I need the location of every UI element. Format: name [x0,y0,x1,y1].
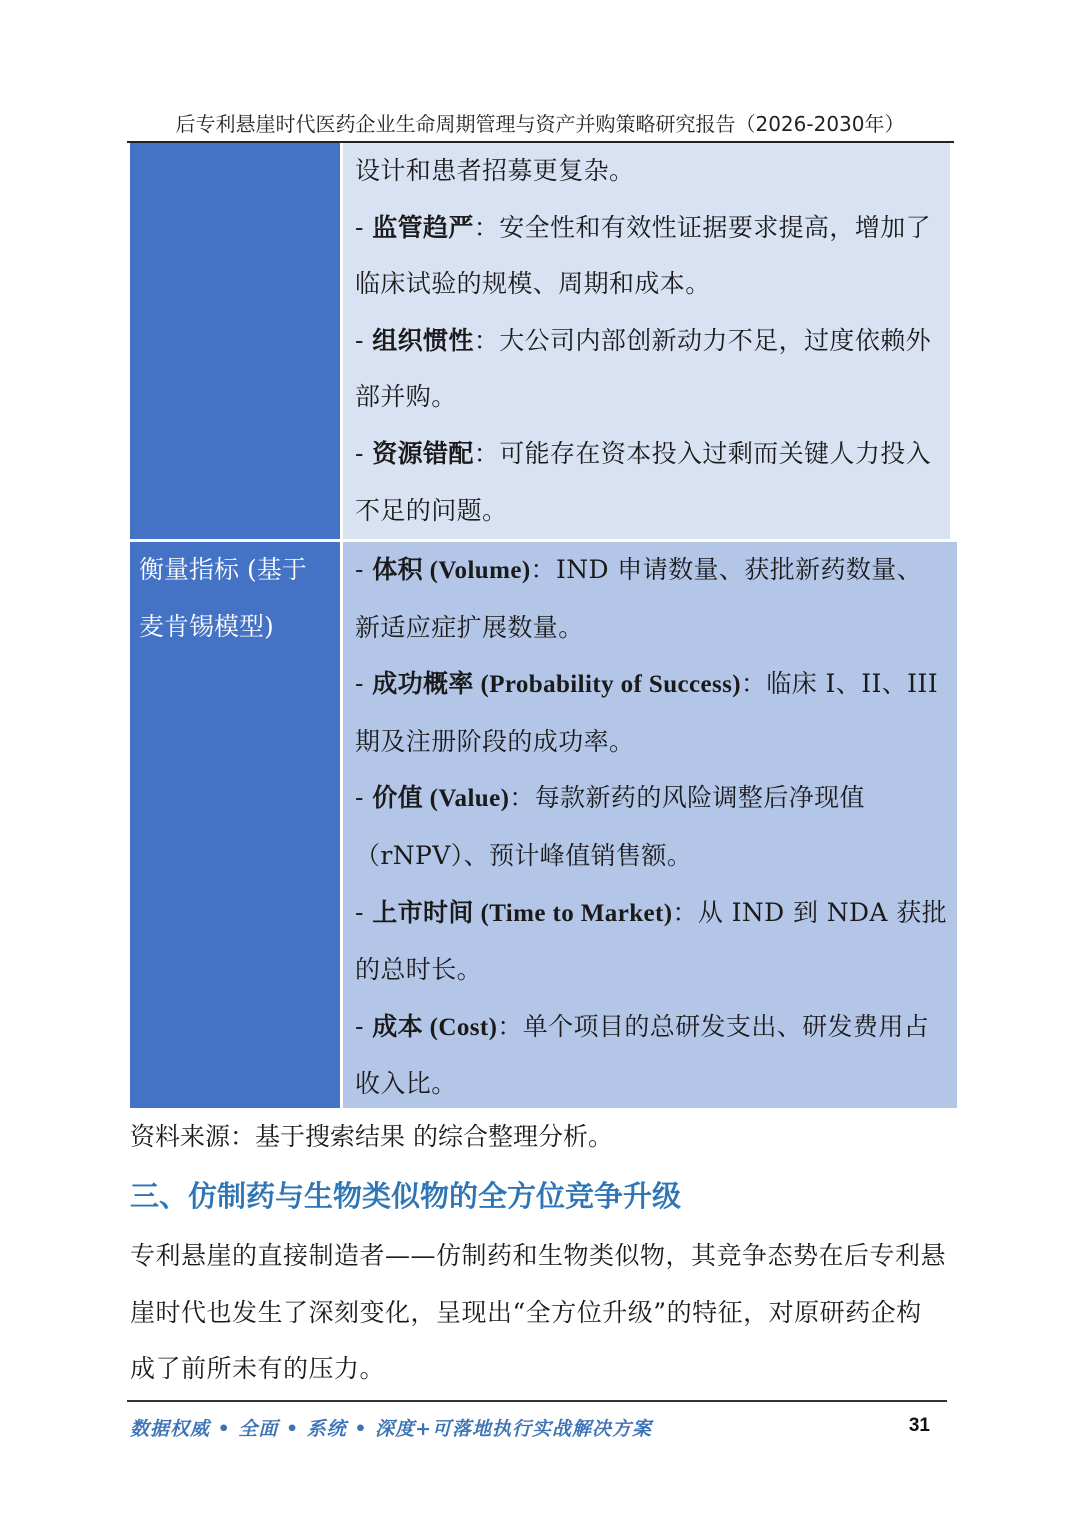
bold-term: (Volume) [423,557,531,584]
cell-text-line [355,600,947,657]
cell-text-line [355,656,947,714]
bold-term: (Time to Market) [473,899,673,927]
bold-term: 组织惯性 [372,325,474,355]
text-span: - [355,783,373,813]
paragraph-line: 成了前所未有的压力。 [130,1354,386,1384]
cell-text-line [355,942,947,999]
bold-term: (Probability of Success) [473,671,741,699]
text-span: - [355,438,373,468]
bold-term: 成功概率 [372,669,474,699]
text-span: 收入比。 [355,1069,457,1099]
text-span: （rNPV）、预计峰值销售额。 [355,840,693,870]
bold-term: 监管趋严 [372,212,474,242]
cell-text-line [355,1056,947,1113]
report-header-title: 后专利悬崖时代医药企业生命周期管理与资产并购策略研究报告（2026-2030年） [175,112,905,136]
body-paragraph [130,1228,945,1398]
text-span: ：每款新药的风险调整后净现值 [509,783,865,813]
table-row [130,143,950,539]
table-label-cell [130,143,343,539]
table-content-cell [343,143,950,539]
section-heading: 三、仿制药与生物类似物的全方位竞争升级 [130,1179,682,1213]
cell-text-line [355,143,940,200]
bold-term: 体积 [372,555,424,584]
row-label-line: 麦肯锡模型) [139,611,274,641]
table-label-cell [130,542,343,1108]
text-span: - [355,212,373,242]
text-span: ：单个项目的总研发支出、研发费用占 [497,1011,930,1041]
text-span: ：临床 I、II、III [740,669,938,699]
cell-text-line [355,714,947,771]
cell-text-line [355,770,947,828]
page-number: 31 [908,1415,930,1436]
text-span: 期及注册阶段的成功率。 [355,726,635,756]
footer-divider [127,1400,947,1402]
table-row [130,539,950,1108]
text-span: - [355,555,373,584]
paragraph-line: 专利悬崖的直接制造者——仿制药和生物类似物，其竞争态势在后专利悬 [130,1241,947,1270]
cell-text-line [355,483,940,540]
cell-text-line [355,369,940,426]
text-span: - [355,669,373,699]
cell-text-line [355,999,947,1057]
cell-text-line [355,885,947,943]
paragraph-line: 崖时代也发生了深刻变化，呈现出“全方位升级”的特征，对原研药企构 [130,1297,922,1327]
bold-term: 价值 [372,783,424,813]
cell-text-line [355,256,940,313]
row-label-line: 衡量指标 (基于 [139,555,307,584]
footer-slogan: 数据权威 • 全面 • 系统 • 深度+可落地执行实战解决方案 [130,1418,653,1440]
bold-term: 成本 [372,1011,424,1041]
text-span: - [355,325,373,355]
content-table [130,143,950,1108]
bold-term: 资源错配 [372,438,474,468]
text-span: ：可能存在资本投入过剩而关键人力投入 [473,438,932,468]
bold-term: 上市时间 [372,897,474,927]
cell-text-line [355,828,947,885]
text-span: 的总时长。 [355,955,483,985]
bold-term: (Cost) [423,1013,498,1041]
bold-term: (Value) [423,785,510,813]
table-content-cell [343,542,957,1108]
text-span: - [355,1011,373,1041]
text-span: 设计和患者招募更复杂。 [355,156,635,185]
text-span: 临床试验的规模、周期和成本。 [355,269,711,299]
text-span: ：安全性和有效性证据要求提高，增加了 [473,212,932,242]
cell-text-line [355,426,940,483]
text-span: ：IND 申请数量、获批新药数量、 [530,555,923,584]
source-note: 资料来源：基于搜索结果 的综合整理分析。 [130,1122,613,1151]
text-span: ：从 IND 到 NDA 获批 [672,897,948,927]
text-span: 不足的问题。 [355,495,508,525]
text-span: ：大公司内部创新动力不足，过度依赖外 [473,325,932,355]
text-span: - [355,897,373,927]
text-span: 新适应症扩展数量。 [355,612,584,642]
cell-text-line [355,313,940,370]
text-span: 部并购。 [355,382,457,412]
cell-text-line [355,200,940,257]
cell-text-line [355,542,947,600]
